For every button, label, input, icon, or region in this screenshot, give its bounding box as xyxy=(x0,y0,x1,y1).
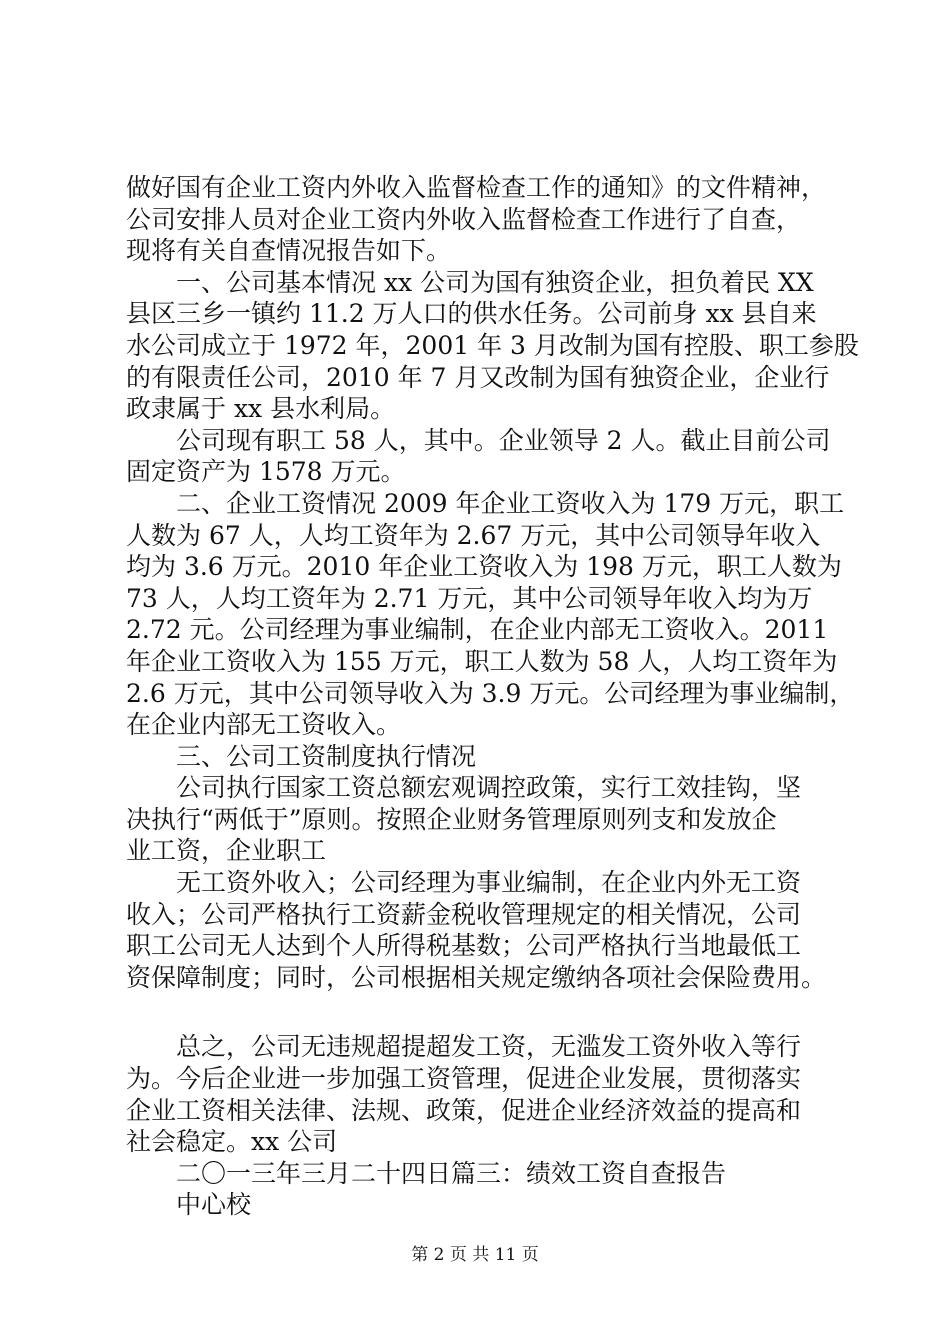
text-line: 年企业工资收入为 155 万元，职工人数为 58 人，人均工资年为 xyxy=(126,646,838,676)
text-line: 公司执行国家工资总额宏观调控政策，实行工效挂钩，坚 xyxy=(126,773,802,803)
page-footer: 第 2 页 共 11 页 xyxy=(411,1245,539,1265)
text-line: 二〇一三年三月二十四日篇三：绩效工资自查报告 xyxy=(126,1158,727,1188)
text-line: 73 人，人均工资年为 2.71 万元，其中公司领导年收入均为万 xyxy=(126,583,813,613)
text-line: 固定资产为 1578 万元。 xyxy=(126,457,406,487)
text-line: 决执行“两低于”原则。按照企业财务管理原则列支和发放企 xyxy=(126,804,777,834)
text-line: 一、公司基本情况 xx 公司为国有独资企业，担负着民 XX xyxy=(126,267,814,297)
text-line: 公司现有职工 58 人，其中。企业领导 2 人。截止目前公司 xyxy=(126,425,831,455)
text-line: 收入；公司严格执行工资薪金税收管理规定的相关情况，公司 xyxy=(126,899,802,929)
text-line: 社会稳定。xx 公司 xyxy=(126,1127,338,1157)
text-line: 的有限责任公司，2010 年 7 月又改制为国有独资企业，企业行 xyxy=(126,362,830,392)
text-line: 2.6 万元，其中公司领导收入为 3.9 万元。公司经理为事业编制， xyxy=(126,678,855,708)
text-line: 现将有关自查情况报告如下。 xyxy=(126,236,452,266)
text-line: 水公司成立于 1972 年，2001 年 3 月改制为国有控股、职工参股 xyxy=(126,330,859,360)
text-line: 二、企业工资情况 2009 年企业工资收入为 179 万元，职工 xyxy=(126,488,845,518)
text-line: 三、公司工资制度执行情况 xyxy=(126,741,477,771)
text-line: 人数为 67 人，人均工资年为 2.67 万元，其中公司领导年收入 xyxy=(126,520,821,550)
text-line: 职工公司无人达到个人所得税基数；公司严格执行当地最低工 xyxy=(126,931,802,961)
paragraph-gap xyxy=(126,993,842,1031)
text-line: 无工资外收入；公司经理为事业编制，在企业内外无工资 xyxy=(126,868,802,898)
text-line: 2.72 元。公司经理为事业编制，在企业内部无工资收入。2011 xyxy=(126,615,829,645)
body-block-second xyxy=(126,1031,842,1221)
text-line: 县区三乡一镇约 11.2 万人口的供水任务。公司前身 xx 县自来 xyxy=(126,299,817,329)
text-line: 公司安排人员对企业工资内外收入监督检查工作进行了自查， xyxy=(126,204,802,234)
document-body xyxy=(126,172,859,1221)
text-line: 总之，公司无违规超提超发工资，无滥发工资外收入等行 xyxy=(126,1032,802,1062)
text-line: 在企业内部无工资收入。 xyxy=(126,710,402,740)
text-line: 均为 3.6 万元。2010 年企业工资收入为 198 万元，职工人数为 xyxy=(126,552,842,582)
text-line: 为。今后企业进一步加强工资管理，促进企业发展，贯彻落实 xyxy=(126,1064,802,1094)
text-line: 做好国有企业工资内外收入监督检查工作的通知》的文件精神， xyxy=(126,173,827,202)
text-line: 资保障制度；同时，公司根据相关规定缴纳各项社会保险费用。 xyxy=(126,962,827,992)
body-block-first xyxy=(126,172,859,993)
text-line: 业工资，企业职工 xyxy=(126,836,327,866)
text-line: 政隶属于 xx 县水利局。 xyxy=(126,394,396,424)
text-line: 中心校 xyxy=(126,1190,252,1220)
text-line: 企业工资相关法律、法规、政策，促进企业经济效益的提高和 xyxy=(126,1095,802,1125)
